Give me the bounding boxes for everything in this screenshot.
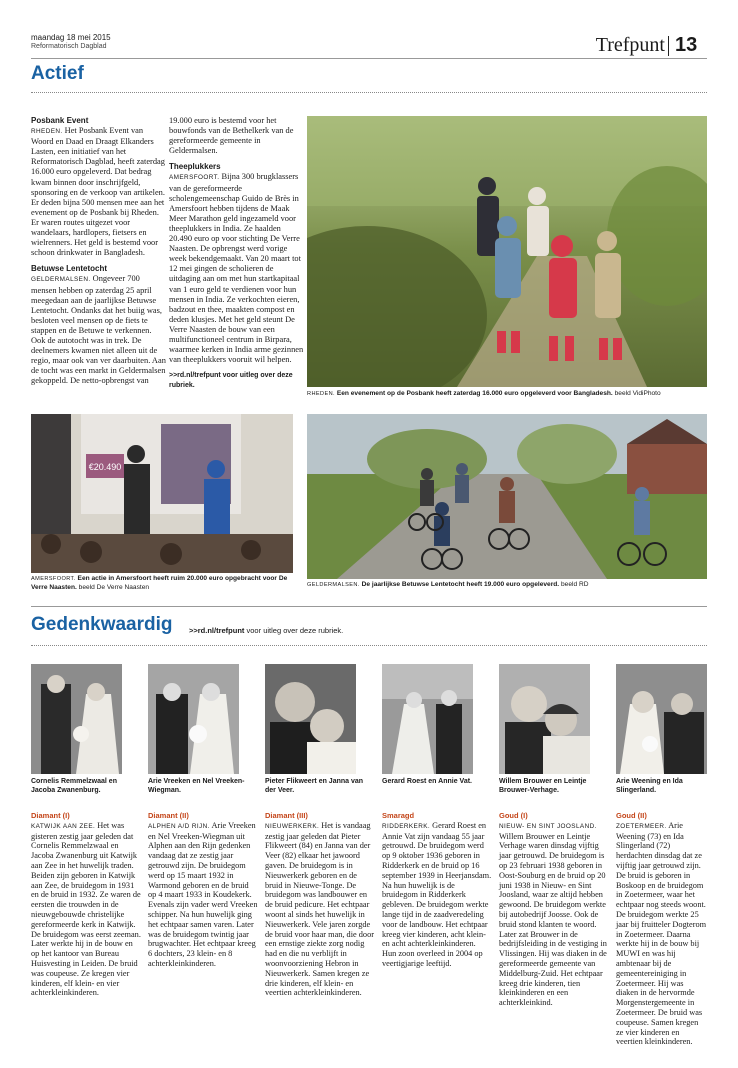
photo-lentetocht-caption bbox=[307, 581, 707, 590]
dateline: NIEUWERKERK. bbox=[265, 822, 320, 830]
rubriek-link-gedenkwaardig[interactable] bbox=[189, 626, 343, 635]
header-rule bbox=[31, 58, 707, 59]
photo-betuwse-lentetocht bbox=[307, 414, 707, 579]
dateline: RHEDEN. bbox=[31, 128, 63, 136]
rubriek-link-url[interactable]: >>rd.nl/trefpunt bbox=[189, 626, 245, 635]
couple-text bbox=[499, 811, 609, 1008]
section-rule bbox=[31, 606, 707, 607]
couple-photo bbox=[148, 664, 239, 774]
dateline: KATWIJK AAN ZEE. bbox=[31, 822, 96, 830]
dotted-rule bbox=[31, 92, 707, 93]
couple-story: Gerard Roest en Annie Vat zijn vandaag 55 jaar getrouwd. De bruidegom werd op 9 oktober 1936 geboren in Ridderkerk en de bruid op 16 september 1939 in Heerjansdam. Na hun huwelijk is de bruidegom in Ridderkerk gebleven. De bruidegom werkte lange tijd in de zaadveredeling voor de landbouw. Het echtpaar kreeg vier kinderen, acht klein- en acht achterkleinkinderen. Hun zoon overleed in 2004 op veertigjarige leeftijd. bbox=[382, 820, 492, 968]
article-heading: Posbank Event bbox=[31, 116, 89, 125]
caption-text: Een evenement op de Posbank heeft zaterdag 16.000 euro opgeleverd voor Bangladesh. bbox=[336, 390, 613, 397]
couple-story: Arie Vreeken en Nel Vreeken-Wiegman uit Alphen aan den Rijn gedenken vandaag dat ze zestig jaar getrouwd zijn. De bruidegom werd op 15 maart 1932 in Warmond geboren en de bruid op 4 maart 1933 in Koudekerk. Evenals zijn vader werd Vreeken schipper. Na hun huwelijk ging het echtpaar samen varen. Later was de bruidegom twintig jaar brugwachter. Het echtpaar kreeg 6 dochters, 23 klein- en 8 achterkleinkinderen. bbox=[148, 820, 258, 968]
header-separator bbox=[668, 36, 669, 56]
caption-place: AMERSFOORT. bbox=[31, 576, 76, 582]
couple-story: Arie Weening (73) en Ida Slingerland (72) herdachten dinsdag dat ze vijftig jaar getrouwd zijn. De bruid is geboren in Boskoop en de bruidegom in Zoetermeer, waar het echtpaar nog steeds woont. De bruidegom werkte 25 jaar bij fruitteler Dogterom in Zoetermeer. Daarna werkte hij in de bouw bij MUWI en was hij ambtenaar bij de gemeentereiniging in Zoetermeer. Hij was diaken in de hervormde Morgenstergemeente in Zoetermeer. De bruid was coupeuse. Samen kregen ze vier kinderen en veertien kleinkinderen. bbox=[616, 820, 707, 1047]
couple-caption: Cornelis Remmelzwaal en Jacoba Zwanenburg. bbox=[31, 778, 117, 794]
rubriek-link-text: voor uitleg over deze rubriek. bbox=[246, 626, 344, 635]
couple-card bbox=[265, 664, 375, 998]
couple-text bbox=[265, 811, 375, 998]
couple-card bbox=[499, 664, 609, 1008]
dateline: ZOETERMEER. bbox=[616, 822, 667, 830]
couple-photo bbox=[499, 664, 590, 774]
anniversary-label: Diamant (II) bbox=[148, 811, 189, 820]
couple-photo bbox=[265, 664, 356, 774]
couple-card bbox=[148, 664, 258, 969]
section-name: Trefpunt bbox=[595, 34, 665, 56]
caption-credit: beeld RD bbox=[560, 581, 589, 588]
article-heading: Theeplukkers bbox=[169, 162, 221, 172]
dateline: AMERSFOORT. bbox=[169, 174, 220, 182]
dateline: GELDERMALSEN. bbox=[31, 276, 91, 284]
couple-caption: Willem Brouwer en Leintje Brouwer-Verhage. bbox=[499, 778, 587, 794]
article-heading: Betuwse Lentetocht bbox=[31, 264, 108, 274]
caption-credit: beeld VidiPhoto bbox=[614, 390, 661, 397]
couple-photo bbox=[31, 664, 122, 774]
caption-place: RHEDEN. bbox=[307, 391, 335, 397]
couple-story: Het was gisteren zestig jaar geleden dat Cornelis Remmelzwaal en Jacoba Zwanenburg uit Katwijk aan Zee in het huwelijk traden. Beiden zijn geboren in Katwijk aan Zee, de bruidegom in 1931 en de bruid in 1932. Ze waren de eersten die trouwden in de nieuwgebouwde christelijke gereformeerde kerk in Katwijk. De bruidegom was eerst zeeman. Later werkte hij in de bouw en op het kantoor van Bureau Huisvesting in Leiden. De bruid was coupeuse. Ze kregen vier kinderen, elf klein- en vier achterkleinkinderen. bbox=[31, 820, 141, 998]
couple-text bbox=[31, 811, 141, 998]
couple-card bbox=[31, 664, 141, 998]
article-body bbox=[31, 126, 167, 258]
couple-story: Het is vandaag zestig jaar geleden dat Pieter Flikweert (84) en Janna van der Veer (82) elkaar het jawoord gaven. De bruidegom is in Nieuwerkerk geboren en de bruid in Nieuwe-Tonge. De bruidegom was landbouwer en de bruid pedicure. Het echtpaar woont al sinds het huwelijk in Nieuwerkerk. Vele jaren zorgde de bruid voor haar man, die door een ernstige ziekte zorg nodig had en die nu verblijft in woonvoorziening Hebron in Nieuwerkerk. Samen kregen ze drie kinderen, elf klein- en veertien achterkleinkinderen. bbox=[265, 820, 374, 998]
anniversary-label: Goud (II) bbox=[616, 811, 647, 820]
caption-credit: beeld De Verre Naasten bbox=[78, 583, 150, 591]
article-column-2 bbox=[169, 116, 304, 391]
couple-text bbox=[616, 811, 707, 1047]
article-text: Het Posbank Event van Woord en Daad en Draagt Elkanders Lasten, een initiatief van het Reformatorisch Dagblad, heeft zaterdag 16.000 euro opgeleverd. Dat bedrag kwam binnen door inschrijfgeld, sponsoring en de verkoop van artikelen. Er deden bijna 500 mensen mee aan het evenement op de Posbank bij Rheden. Er waren routes uitgezet voor wandelaars, hardlopers, fietsers en wielrenners. Het geld is bestemd voor schoon drinkwater in Bangladesh. bbox=[31, 126, 165, 258]
couple-text bbox=[382, 811, 492, 969]
article-body: 19.000 euro is bestemd voor het bouwfonds van de Bethelkerk van de gereformeerde gemeente in Geldermalsen. bbox=[169, 116, 294, 156]
anniversary-label: Diamant (III) bbox=[265, 811, 308, 820]
publication-name: Reformatorisch Dagblad bbox=[31, 43, 107, 50]
article-text: Bijna 300 brugklassers van de gereformeerde scholengemeenschap Guido de Brès in Amersfoort hebben tijdens de Maak Meer Marathon geld ingezameld voor theeplukkers in India. Ze haalden 20.490 euro op voor stichting De Verre Naasten. De opbrengst werd vorige week bekendgemaakt. Van 20 maart tot 12 mei gingen de scholieren de uitdaging aan om met hun startkapitaal van 1 euro geld te verdienen voor hun mensen in India. Ze verkochten eieren, badzout en thee, maakten compost en deden klusjes. Met het geld steunt De Verre Naasten de bouw van een multifunctioneel centrum in Birpara, waarmee kerken in India arme gezinnen van theeplukkers vooruit wil helpen. bbox=[169, 172, 304, 365]
dateline: ALPHEN A/D RIJN. bbox=[148, 822, 210, 830]
section-title-actief: Actief bbox=[31, 63, 84, 84]
couple-text bbox=[148, 811, 258, 969]
anniversary-label: Goud (I) bbox=[499, 811, 528, 820]
photo-posbank-event bbox=[307, 116, 707, 387]
caption-text: De jaarlijkse Betuwse Lentetocht heeft 19.000 euro opgeleverd. bbox=[361, 581, 560, 588]
caption-place: GELDERMALSEN. bbox=[307, 582, 360, 588]
couple-caption: Pieter Flikweert en Janna van der Veer. bbox=[265, 778, 364, 794]
couple-caption: Arie Vreeken en Nel Vreeken-Wiegman. bbox=[148, 778, 245, 794]
couple-card bbox=[382, 664, 492, 969]
photo-posbank-caption bbox=[307, 390, 707, 399]
article-text: Ongeveer 700 mensen hebben op zaterdag 25 april meegedaan aan de jaarlijkse Betuwse Lentetocht. Ondanks dat het buiig was, besloten veel mensen op de fiets te stappen en de Betuwe te verkennen. Ook de autotocht was in trek. De deelnemers kwamen niet alleen uit de regio, maar ook van ver daarbuiten. Aan de tocht was een markt in Geldermalsen gekoppeld. De netto-opbrengst van bbox=[31, 274, 166, 386]
anniversary-label: Diamant (I) bbox=[31, 811, 70, 820]
page-number: 13 bbox=[675, 34, 698, 56]
article-body bbox=[169, 172, 304, 365]
photo-amersfoort-caption bbox=[31, 575, 299, 592]
section-title-gedenkwaardig: Gedenkwaardig bbox=[31, 614, 173, 635]
article-body bbox=[31, 274, 167, 386]
dateline: NIEUW- EN SINT JOOSLAND. bbox=[499, 822, 597, 830]
couple-caption: Gerard Roest en Annie Vat. bbox=[382, 778, 472, 785]
photo-amersfoort-action bbox=[31, 414, 293, 573]
anniversary-label: Smaragd bbox=[382, 811, 415, 820]
photo-banner-text: €20.490 bbox=[88, 462, 122, 472]
couple-caption: Arie Weening en Ida Slingerland. bbox=[616, 778, 683, 794]
couple-photo bbox=[616, 664, 707, 774]
couple-photo bbox=[382, 664, 473, 774]
rubriek-link[interactable]: >>rd.nl/trefpunt voor uitleg over deze rubriek. bbox=[169, 372, 293, 390]
couple-card bbox=[616, 664, 707, 1047]
couple-story: Willem Brouwer en Leintje Verhage waren dinsdag vijftig jaar getrouwd. De bruidegom is op 23 februari 1938 geboren in Oost-Souburg en de bruid op 20 juni 1938 in Nieuw- en Sint Joosland, waar ze altijd hebben gewoond. De bruidegom werkte bij autobedrijf Joosse. Ook de bruid stond klanten te woord. Later zat Brouwer in de bedrijfsleiding in de vestiging in Vlissingen. Hij was diaken in de gereformeerde gemeente van Middelburg-Zuid. Het echtpaar kreeg drie kinderen, tien kleinkinderen en een achterkleinkind. bbox=[499, 831, 607, 1008]
caption-text: Een actie in Amersfoort heeft ruim 20.000 euro opgebracht voor De Verre Naasten. bbox=[31, 575, 288, 591]
dateline: RIDDERKERK. bbox=[382, 822, 431, 830]
dotted-rule bbox=[31, 645, 707, 646]
issue-date: maandag 18 mei 2015 bbox=[31, 33, 111, 42]
article-column-1 bbox=[31, 116, 167, 386]
